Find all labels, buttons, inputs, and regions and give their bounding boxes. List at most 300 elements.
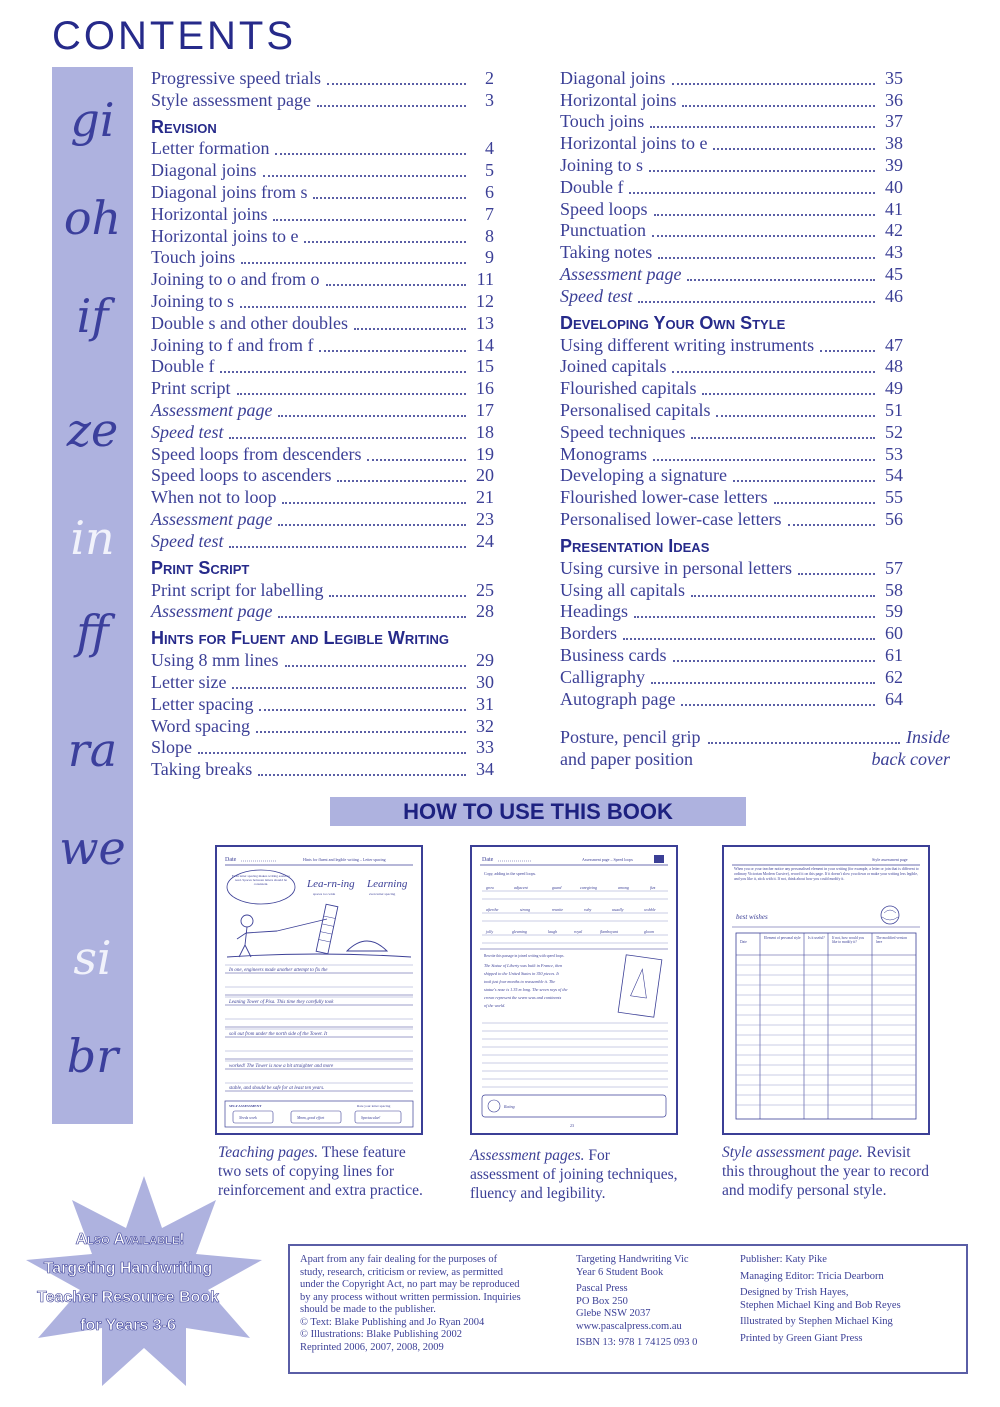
imprint-col-publisher [576, 1254, 697, 1350]
toc-entry-label: Double f [151, 356, 215, 377]
thumb-rating: Rating [504, 1104, 515, 1109]
toc-entry-label: Monograms [560, 443, 647, 464]
toc-entry [560, 644, 903, 666]
toc-entry-page: 61 [885, 644, 903, 665]
dot-leader [820, 348, 875, 352]
dot-leader [337, 478, 466, 482]
imprint-line: Printed by Green Giant Press [740, 1332, 863, 1344]
thumb-passage-line: statue's nose is 1.35 m long. The seven rays of the [484, 987, 568, 992]
toc-entry-label: Using all capitals [560, 579, 685, 600]
toc-entry [151, 737, 494, 759]
also-available-star-badge [18, 1170, 270, 1392]
page-title: CONTENTS [52, 14, 296, 58]
toc-entry-page: 39 [885, 154, 903, 175]
toc-entry-label: Slope [151, 737, 193, 758]
thumb-word: caregiving [580, 885, 597, 890]
thumb-speech-bubble: Even letter spacing makes writing easier to read. Spaces between letters should be consistent. [231, 874, 291, 886]
dot-leader [716, 413, 875, 417]
dot-leader [229, 544, 466, 548]
thumb-badge-1: Needs work [239, 1116, 257, 1120]
imprint-line: Reprinted 2006, 2007, 2008, 2009 [300, 1341, 444, 1353]
toc-entry [151, 356, 494, 378]
toc-entry-label: Horizontal joins [151, 203, 268, 224]
dot-leader [708, 740, 900, 744]
thumb-page-number: 23 [570, 1123, 574, 1128]
dot-leader [241, 260, 466, 264]
toc-entry-page: 51 [885, 399, 903, 420]
dot-leader [681, 702, 875, 706]
star-line-1: Also Available! [75, 1231, 185, 1248]
star-line-4: for Years 3-6 [80, 1317, 176, 1334]
toc-entry [151, 268, 494, 290]
toc-entry-label: Speed loops to ascenders [151, 465, 332, 486]
thumb-copy-line-5: stable, and should be safe for at least ten years. [229, 1086, 325, 1091]
dot-leader [638, 299, 875, 303]
toc-entry [560, 622, 903, 644]
toc-entry [151, 421, 494, 443]
toc-entry-label: Developing a signature [560, 465, 727, 486]
imprint-line: Apart from any fair dealing for the purposes of [300, 1254, 498, 1265]
dot-leader [237, 391, 467, 395]
dot-leader [263, 173, 467, 177]
sidebar-letter-pair: we [59, 821, 126, 875]
dot-leader [326, 282, 467, 286]
thumb-passage-line: The Statue of Liberty was built in France, then [484, 963, 563, 968]
toc-entry-page: 5 [485, 160, 494, 181]
toc-entry-page: 2 [485, 67, 494, 88]
toc-entry [560, 132, 903, 154]
how-to-use-banner: HOW TO USE THIS BOOK [330, 797, 746, 826]
dot-leader [354, 326, 466, 330]
dot-leader [634, 614, 875, 618]
toc-entry-page: 18 [476, 421, 494, 442]
toc-entry-page: 4 [485, 138, 494, 159]
toc-entry-label: Business cards [560, 644, 667, 665]
dot-leader [702, 391, 875, 395]
toc-entry-page: 19 [476, 443, 494, 464]
dot-leader [278, 413, 466, 417]
thumb-sub-1: spaces too wide [313, 892, 336, 896]
toc-entry-page: 12 [476, 290, 494, 311]
toc-entry-label: Progressive speed trials [151, 67, 321, 88]
sidebar-letter-pair: if [76, 289, 109, 343]
toc-entry [151, 486, 494, 508]
thumb-date: Date [482, 857, 494, 863]
toc-entry-label: Speed techniques [560, 421, 686, 442]
toc-entry-label: Flourished capitals [560, 378, 697, 399]
caption-assessment [470, 1146, 682, 1203]
thumb-col-header: Element of personal style [764, 936, 801, 940]
toc-entry-page: 64 [885, 688, 903, 709]
toc-entry-label: Horizontal joins [560, 89, 677, 110]
toc-entry [151, 334, 494, 356]
toc-entry [560, 688, 903, 710]
toc-entry [151, 443, 494, 465]
imprint-line: Pascal Press [576, 1283, 628, 1294]
caption-title: Assessment pages. [470, 1147, 585, 1164]
thumb-header: Hints for fluent and legible writing – Letter spacing [303, 857, 386, 862]
thumb-intro: When you or your teacher notice any personalised element in your writing (for example, a letter or join that is different to ordinary Victorian Modern Cursive), record it on this page. If it doesn't slow you down or make your writing less legible, and you like it, stick with it. If not, think about how you could modify it. [734, 867, 919, 881]
dot-leader [275, 151, 466, 155]
dot-leader [649, 168, 875, 172]
toc-entry-page: 33 [476, 737, 494, 758]
thumb-word: reunite [552, 907, 564, 912]
thumb-date: Date [225, 857, 237, 863]
toc-entry [151, 579, 494, 601]
thumb-word: fizz [650, 885, 656, 890]
dot-leader [672, 369, 875, 373]
dot-leader [282, 500, 466, 504]
star-line-2: Targeting Handwriting [43, 1260, 213, 1277]
toc-entry-label: Speed loops from descenders [151, 443, 362, 464]
toc-entry-page: 6 [485, 181, 494, 202]
toc-entry [151, 465, 494, 487]
toc-entry-page: 15 [476, 356, 494, 377]
thumb-intro: Copy, adding in the speed loops. [484, 871, 537, 876]
toc-entry-label: Taking breaks [151, 759, 253, 780]
toc-entry-page: 14 [476, 334, 494, 355]
dot-leader [733, 478, 875, 482]
toc-entry-label: Word spacing [151, 715, 251, 736]
toc-entry-page: 31 [476, 693, 494, 714]
contents-column-1 [151, 67, 494, 780]
toc-entry-page: 16 [476, 378, 494, 399]
toc-entry [151, 138, 494, 160]
thumb-copy-line-3: soil out from under the north side of the Tower. It [229, 1032, 328, 1037]
dot-leader [198, 750, 466, 754]
dot-leader [650, 124, 875, 128]
thumb-passage-line: shipped to the United States in 350 pieces. It [484, 971, 559, 976]
caption-text: For assessment of joining techniques, fluency and legibility. [470, 1147, 678, 1202]
imprint-line: PO Box 250 [576, 1295, 628, 1307]
toc-entry-page: Inside [906, 727, 950, 747]
toc-entry [560, 89, 903, 111]
publication-imprint [288, 1244, 968, 1374]
sidebar-letter-pair: gi [70, 93, 115, 147]
style-assessment-art [724, 847, 928, 1133]
toc-entry-page: 49 [885, 378, 903, 399]
toc-entry-label: Speed loops [560, 198, 648, 219]
toc-entry-page: 24 [476, 530, 494, 551]
thumb-word-even: Learning [367, 878, 408, 890]
star-line-3: Teacher Resource Book [37, 1289, 219, 1306]
toc-entry [151, 715, 494, 737]
toc-entry [151, 203, 494, 225]
toc-entry-label: When not to loop [151, 487, 277, 508]
thumb-col-header: The modified version here [876, 936, 907, 945]
toc-entry-page: 20 [476, 465, 494, 486]
cursive-letter-strip [52, 67, 133, 1124]
toc-entry-page: 45 [885, 263, 903, 284]
toc-entry-label: Letter spacing [151, 693, 254, 714]
toc-entry [560, 356, 903, 378]
toc-entry [151, 758, 494, 780]
toc-entry [151, 159, 494, 181]
caption-title: Teaching pages. [218, 1144, 319, 1161]
toc-entry-label: Diagonal joins [151, 160, 257, 181]
toc-entry-label: Borders [560, 623, 617, 644]
dot-leader [327, 81, 466, 85]
imprint-line: Stephen Michael King and Bob Reyes [740, 1299, 901, 1311]
toc-entry [151, 671, 494, 693]
thumb-word: adjacent [514, 885, 528, 890]
dot-leader [654, 212, 876, 216]
toc-entry [560, 263, 903, 285]
thumb-col-header: Is it useful? [808, 936, 825, 940]
toc-entry-page: 35 [885, 67, 903, 88]
toc-entry-page: 38 [885, 133, 903, 154]
toc-entry-label: Headings [560, 601, 628, 622]
toc-group-hints [151, 649, 494, 780]
toc-entry [151, 530, 494, 552]
toc-entry [560, 285, 903, 307]
toc-entry [560, 486, 903, 508]
toc-entry [560, 334, 903, 356]
dot-leader [652, 233, 875, 237]
toc-entry-page: 3 [485, 89, 494, 110]
dot-leader [273, 217, 466, 221]
imprint-col-copyright [300, 1254, 521, 1354]
dot-leader [672, 81, 876, 85]
toc-entry-page: 60 [885, 623, 903, 644]
caption-title: Style assessment page. [722, 1144, 863, 1161]
toc-entry [560, 579, 903, 601]
section-heading-developing: Developing Your Own Style [560, 312, 786, 333]
toc-entry-label: Horizontal joins to e [560, 133, 708, 154]
dot-leader [788, 522, 875, 526]
toc-entry-label: Assessment page [151, 508, 273, 529]
toc-entry-page: 23 [476, 508, 494, 529]
thumb-copy-line-2: Leaning Tower of Pisa. This time they carefully took [229, 1000, 334, 1005]
toc-entry-page: 57 [885, 557, 903, 578]
toc-entry-label: Personalised lower-case letters [560, 508, 782, 529]
sidebar-letter-pair: ze [66, 403, 119, 457]
dot-leader [691, 593, 875, 597]
toc-entry [151, 312, 494, 334]
toc-entry-label: Personalised capitals [560, 399, 711, 420]
toc-entry [151, 693, 494, 715]
toc-entry-page: 56 [885, 508, 903, 529]
toc-entry-page: 37 [885, 111, 903, 132]
toc-entry-label: Joining to o and from o [151, 269, 320, 290]
toc-entry [151, 247, 494, 269]
toc-entry-page: 11 [476, 269, 494, 290]
toc-entry-page: 7 [485, 203, 494, 224]
toc-entry-page: 54 [885, 465, 903, 486]
caption-text: Revisit this throughout the year to record and modify personal style. [722, 1144, 930, 1199]
toc-entry-page-cont: back cover [871, 749, 950, 769]
thumb-word: among [618, 885, 629, 890]
toc-entry-page: 52 [885, 421, 903, 442]
thumb-word: royal [574, 929, 583, 934]
thumb-badge-2: Mmm, good effort [297, 1116, 325, 1120]
toc-entry-label: Assessment page [151, 399, 273, 420]
sidebar-letter-pair: oh [63, 191, 122, 245]
sidebar-letter-pair: si [73, 931, 112, 985]
dot-leader [258, 772, 466, 776]
toc-entry-label: Letter size [151, 671, 227, 692]
toc-entry-label-cont: and paper position [560, 749, 693, 769]
imprint-line: ISBN 13: 978 1 74125 093 0 [576, 1337, 698, 1348]
toc-entry [560, 176, 903, 198]
toc-entry-page: 13 [476, 312, 494, 333]
toc-entry-label: Punctuation [560, 220, 646, 241]
toc-entry-posture [560, 726, 950, 770]
dot-leader [313, 195, 466, 199]
thumb-word: usually [612, 907, 624, 912]
toc-entry-label: Posture, pencil grip [560, 727, 701, 747]
dot-leader [256, 729, 466, 733]
toc-entry [151, 181, 494, 203]
dot-leader [713, 146, 875, 150]
thumb-word: flamboyant [600, 929, 618, 934]
toc-entry [560, 465, 903, 487]
thumb-word-spaced: Lea-rn-ing [307, 878, 355, 890]
toc-entry-label: Joining to f and from f [151, 334, 314, 355]
dot-leader [691, 435, 875, 439]
toc-entry [151, 225, 494, 247]
toc-entry [560, 198, 903, 220]
toc-entry [560, 666, 903, 688]
section-heading-hints: Hints for Fluent and Legible Writing [151, 628, 449, 649]
imprint-line: Targeting Handwriting Vic [576, 1254, 689, 1265]
dot-leader [278, 614, 466, 618]
dot-leader [220, 369, 466, 373]
thumb-copy-line-1: In one, engineers made another attempt to fix the [229, 968, 328, 973]
thumb-badge-3: Spectacular! [361, 1116, 381, 1120]
imprint-line: Designed by Trish Hayes, [740, 1287, 849, 1298]
imprint-line: Publisher: Katy Pike [740, 1254, 827, 1265]
sidebar-letter-pair: in [70, 511, 115, 565]
thumb-copy-line-4: worked! The Tower is now a bit straighter and more [229, 1064, 334, 1069]
toc-entry-page: 29 [476, 650, 494, 671]
thumb-sample: best wishes [736, 913, 768, 921]
contents-column-2 [560, 67, 903, 710]
thumb-word: grow [486, 885, 495, 890]
imprint-line: Illustrated by Stephen Michael King [740, 1316, 893, 1327]
toc-entry-page: 42 [885, 220, 903, 241]
thumb-rate: Rate your letter spacing [357, 1104, 391, 1108]
thumb-header: Assessment page – Speed loops [582, 857, 633, 862]
thumb-copy-lines [225, 965, 413, 1091]
section-heading-print-script: Print Script [151, 557, 250, 578]
toc-entry-page: 32 [476, 715, 494, 736]
imprint-line: Managing Editor: Tricia Dearborn [740, 1270, 884, 1282]
dot-leader [658, 255, 875, 259]
thumb-word: wobble [644, 907, 656, 912]
imprint-line: © Illustrations: Blake Publishing 2002 [300, 1329, 462, 1340]
toc-entry-label: Double f [560, 176, 624, 197]
dot-leader [798, 571, 875, 575]
toc-entry [560, 111, 903, 133]
imprint-line: www.pascalpress.com.au [576, 1320, 682, 1332]
toc-entry [151, 290, 494, 312]
toc-entry [560, 154, 903, 176]
thumb-word: afterthe [486, 907, 499, 912]
toc-group-intro [151, 67, 494, 111]
toc-entry-label: Autograph page [560, 688, 676, 709]
thumb-passage-line: crown represent the seven seas and continents [484, 995, 562, 1000]
toc-entry-page: 21 [476, 487, 494, 508]
toc-entry [560, 241, 903, 263]
dot-leader [285, 663, 466, 667]
thumb-word: strong [520, 907, 531, 912]
toc-entry-page: 25 [476, 579, 494, 600]
toc-entry-label: Letter formation [151, 138, 270, 159]
thumb-word: ruby [584, 907, 592, 912]
toc-entry-label: Using cursive in personal letters [560, 557, 792, 578]
teaching-page-art [217, 847, 421, 1133]
sidebar-letter-pair: br [66, 1029, 119, 1083]
toc-group-presentation [560, 557, 903, 710]
caption-style [722, 1143, 934, 1200]
thumb-instruction: Rewrite this passage in joined writing with speed loops. [484, 954, 565, 958]
toc-entry [560, 377, 903, 399]
assessment-page-thumbnail [470, 845, 678, 1135]
toc-entry-label: Touch joins [560, 111, 645, 132]
toc-group-continued [560, 67, 903, 307]
toc-entry [560, 508, 903, 530]
dot-leader [774, 500, 875, 504]
dot-leader [682, 103, 875, 107]
dot-leader [651, 680, 875, 684]
toc-entry [151, 601, 494, 623]
toc-entry [151, 67, 494, 89]
style-assessment-thumbnail [722, 845, 930, 1135]
dot-leader [673, 658, 876, 662]
toc-entry-page: 43 [885, 242, 903, 263]
toc-entry-page: 36 [885, 89, 903, 110]
toc-entry-label: Diagonal joins from s [151, 181, 308, 202]
toc-entry-page: 30 [476, 671, 494, 692]
dot-leader [317, 103, 466, 107]
dot-leader [653, 457, 875, 461]
toc-entry-label: Assessment page [560, 263, 682, 284]
toc-entry-label: Speed test [560, 285, 633, 306]
dot-leader [687, 277, 875, 281]
thumb-passage-line: of the world. [484, 1003, 506, 1008]
thumb-col-header: Date [740, 940, 747, 944]
toc-entry-label: Print script [151, 378, 231, 399]
toc-entry-label: Diagonal joins [560, 67, 666, 88]
dot-leader [240, 304, 466, 308]
dot-leader [329, 593, 466, 597]
toc-group-revision [151, 138, 494, 552]
toc-entry [151, 399, 494, 421]
thumb-word: jolly [486, 929, 494, 934]
toc-entry [560, 399, 903, 421]
toc-entry-page: 58 [885, 579, 903, 600]
thumb-sub-2: even letter spacing [369, 892, 396, 896]
toc-entry-label: Using 8 mm lines [151, 650, 279, 671]
toc-entry-page: 53 [885, 443, 903, 464]
thumb-col-header: If not, how would you like to modify it? [832, 936, 865, 945]
thumb-word: gloom [644, 929, 654, 934]
imprint-line: Year 6 Student Book [576, 1266, 664, 1278]
toc-entry [151, 377, 494, 399]
toc-entry-label: Calligraphy [560, 666, 645, 687]
toc-entry-page: 34 [476, 759, 494, 780]
toc-entry-page: 46 [885, 285, 903, 306]
toc-entry-label: Using different writing instruments [560, 334, 815, 355]
toc-entry-page: 59 [885, 601, 903, 622]
imprint-line: under the Copyright Act, no part may be reproduced [300, 1279, 520, 1290]
teaching-page-thumbnail [215, 845, 423, 1135]
dot-leader [304, 239, 466, 243]
sidebar-letter-pair: ra [67, 723, 118, 777]
toc-entry-label: Speed test [151, 530, 224, 551]
toc-entry-page: 8 [485, 225, 494, 246]
